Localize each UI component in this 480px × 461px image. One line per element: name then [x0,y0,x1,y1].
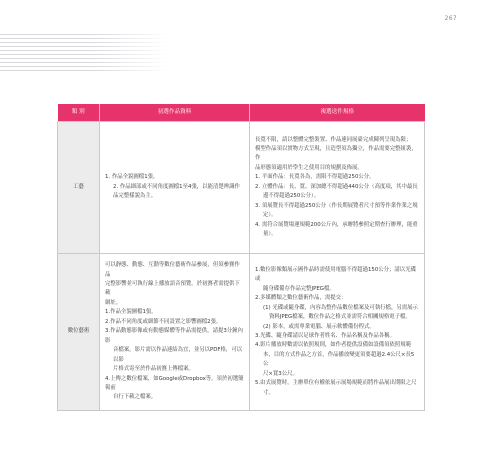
requirements-cell [100,122,250,254]
spec-line: 本，目的方式作品之方首，作品播放變更須要超過2.4公尺×長5公 [263,351,415,368]
spec-line: 量）。 [263,231,277,238]
spec-line: 資料JPEG檔案，數位作品之格式並需符合相關規格電子檔。 [269,314,411,321]
requirement-line: 1. 作品全貌圖檔1張。 [105,174,159,181]
requirement-line: 音檔案，影片需以作品連結為宜，並另以PDF格，可以以影 [113,347,243,363]
header-final: 複選送件規格 [250,104,425,122]
specs-cell [250,254,425,411]
decorative-stripes [0,34,168,74]
spec-line: 1. 平面作品：長寬各為，需限不得超過250公分。 [255,174,375,181]
spec-line: 隨身碟備存作品完整JPEG檔。 [263,285,335,292]
spec-line: 寸。 [263,389,274,396]
spec-line: 長寬不限，請以整體完整裝置、作品連同展臺完成陳列呈現為限； [255,136,412,143]
requirement-line: 2.作品不同角度或細節不同設置之影響圖檔2張。 [105,318,222,325]
spec-line: (1) 光碟或隨身碟，內容為整作品數位檔案及可執行檔，另需展示 [263,304,418,311]
spec-line: 5.由式展覽時，主辦單位有權依展示展場規範而將作品展出期限之尺 [255,380,417,387]
spec-table [57,104,425,411]
requirement-line: 2. 作品細部或不同角度圖檔1至4張，以能清楚辨識作品完整樣貌為主。 [113,183,240,200]
spec-line: 邊不得超過250公分）。 [263,193,320,200]
category-cell: 數位藝術 [58,254,100,411]
spec-line: (2) 影本，或需專業電腦、展示軟體備份程式。 [263,323,375,330]
spec-line: 2. 立體作品：長、寬、深加總不得超過440公分（高度項，其中最長 [255,183,418,190]
spec-line: 尺×寬3公尺。 [263,370,298,377]
requirements-cell [100,254,250,411]
spec-line: 模型作品須以實物方式呈現，且造型須為獨立，作品需要完整組裝，作 [255,145,417,162]
requirement-line: 片格式寄至於作品初賽上傳檔案。 [113,366,194,373]
spec-line: 品形態須適用於學生之使用目的規劃及佈展。 [255,164,363,171]
table-row [58,122,425,254]
table-row [58,254,425,411]
requirement-line: 3.作品動態影像或有動態媒體等作品需提供，請提3分鐘內影 [105,328,243,344]
spec-line: 1.數位影像類展示國作品時需使用電腦不得超過150公分；請以光碟或 [255,266,416,283]
table-header-row [58,104,425,122]
requirement-line: 自行下載之檔案。 [113,394,157,401]
requirement-line: 完整影響並可執行線上播放語音預覽。於初賽者需提供下載 [105,281,240,297]
requirement-line: 1.作品全貌圖檔1張。 [105,309,157,316]
header-category: 類 別 [58,104,100,122]
category-cell: 工藝 [58,122,100,254]
requirement-line: 可以靜態、動態、互動等數位藝術作品參展，但須參賽作品 [105,262,240,278]
spec-line: 3. 須展覽長不得超過250公分（作長期展覽者尺寸預等作業作業之規 [255,202,418,209]
specs-cell [250,122,425,254]
header-preliminary: 初選作品資料 [100,104,250,122]
spec-line: 4. 需符合展覽場運規範200公斤內，承辦將參照定期查行辦理，能重 [255,221,418,228]
spec-line: 4.影片播放時數需以依照規則，如作者提供設備如設備須依照規範 [255,342,412,349]
page-number: 267 [444,15,457,22]
requirement-line: 網址。 [105,299,122,306]
requirement-line: 4.上傳之數位檔案，如Google或Dropbox等，須於初選簡報前 [105,375,244,391]
spec-line: 2.多媒體類之數位藝術作品，需提交： [255,295,347,302]
spec-line: 定）。 [263,212,277,219]
spec-line: 3.光碟、隨身碟請以足球作者姓名、作品名稱及作品各稱。 [255,333,395,339]
